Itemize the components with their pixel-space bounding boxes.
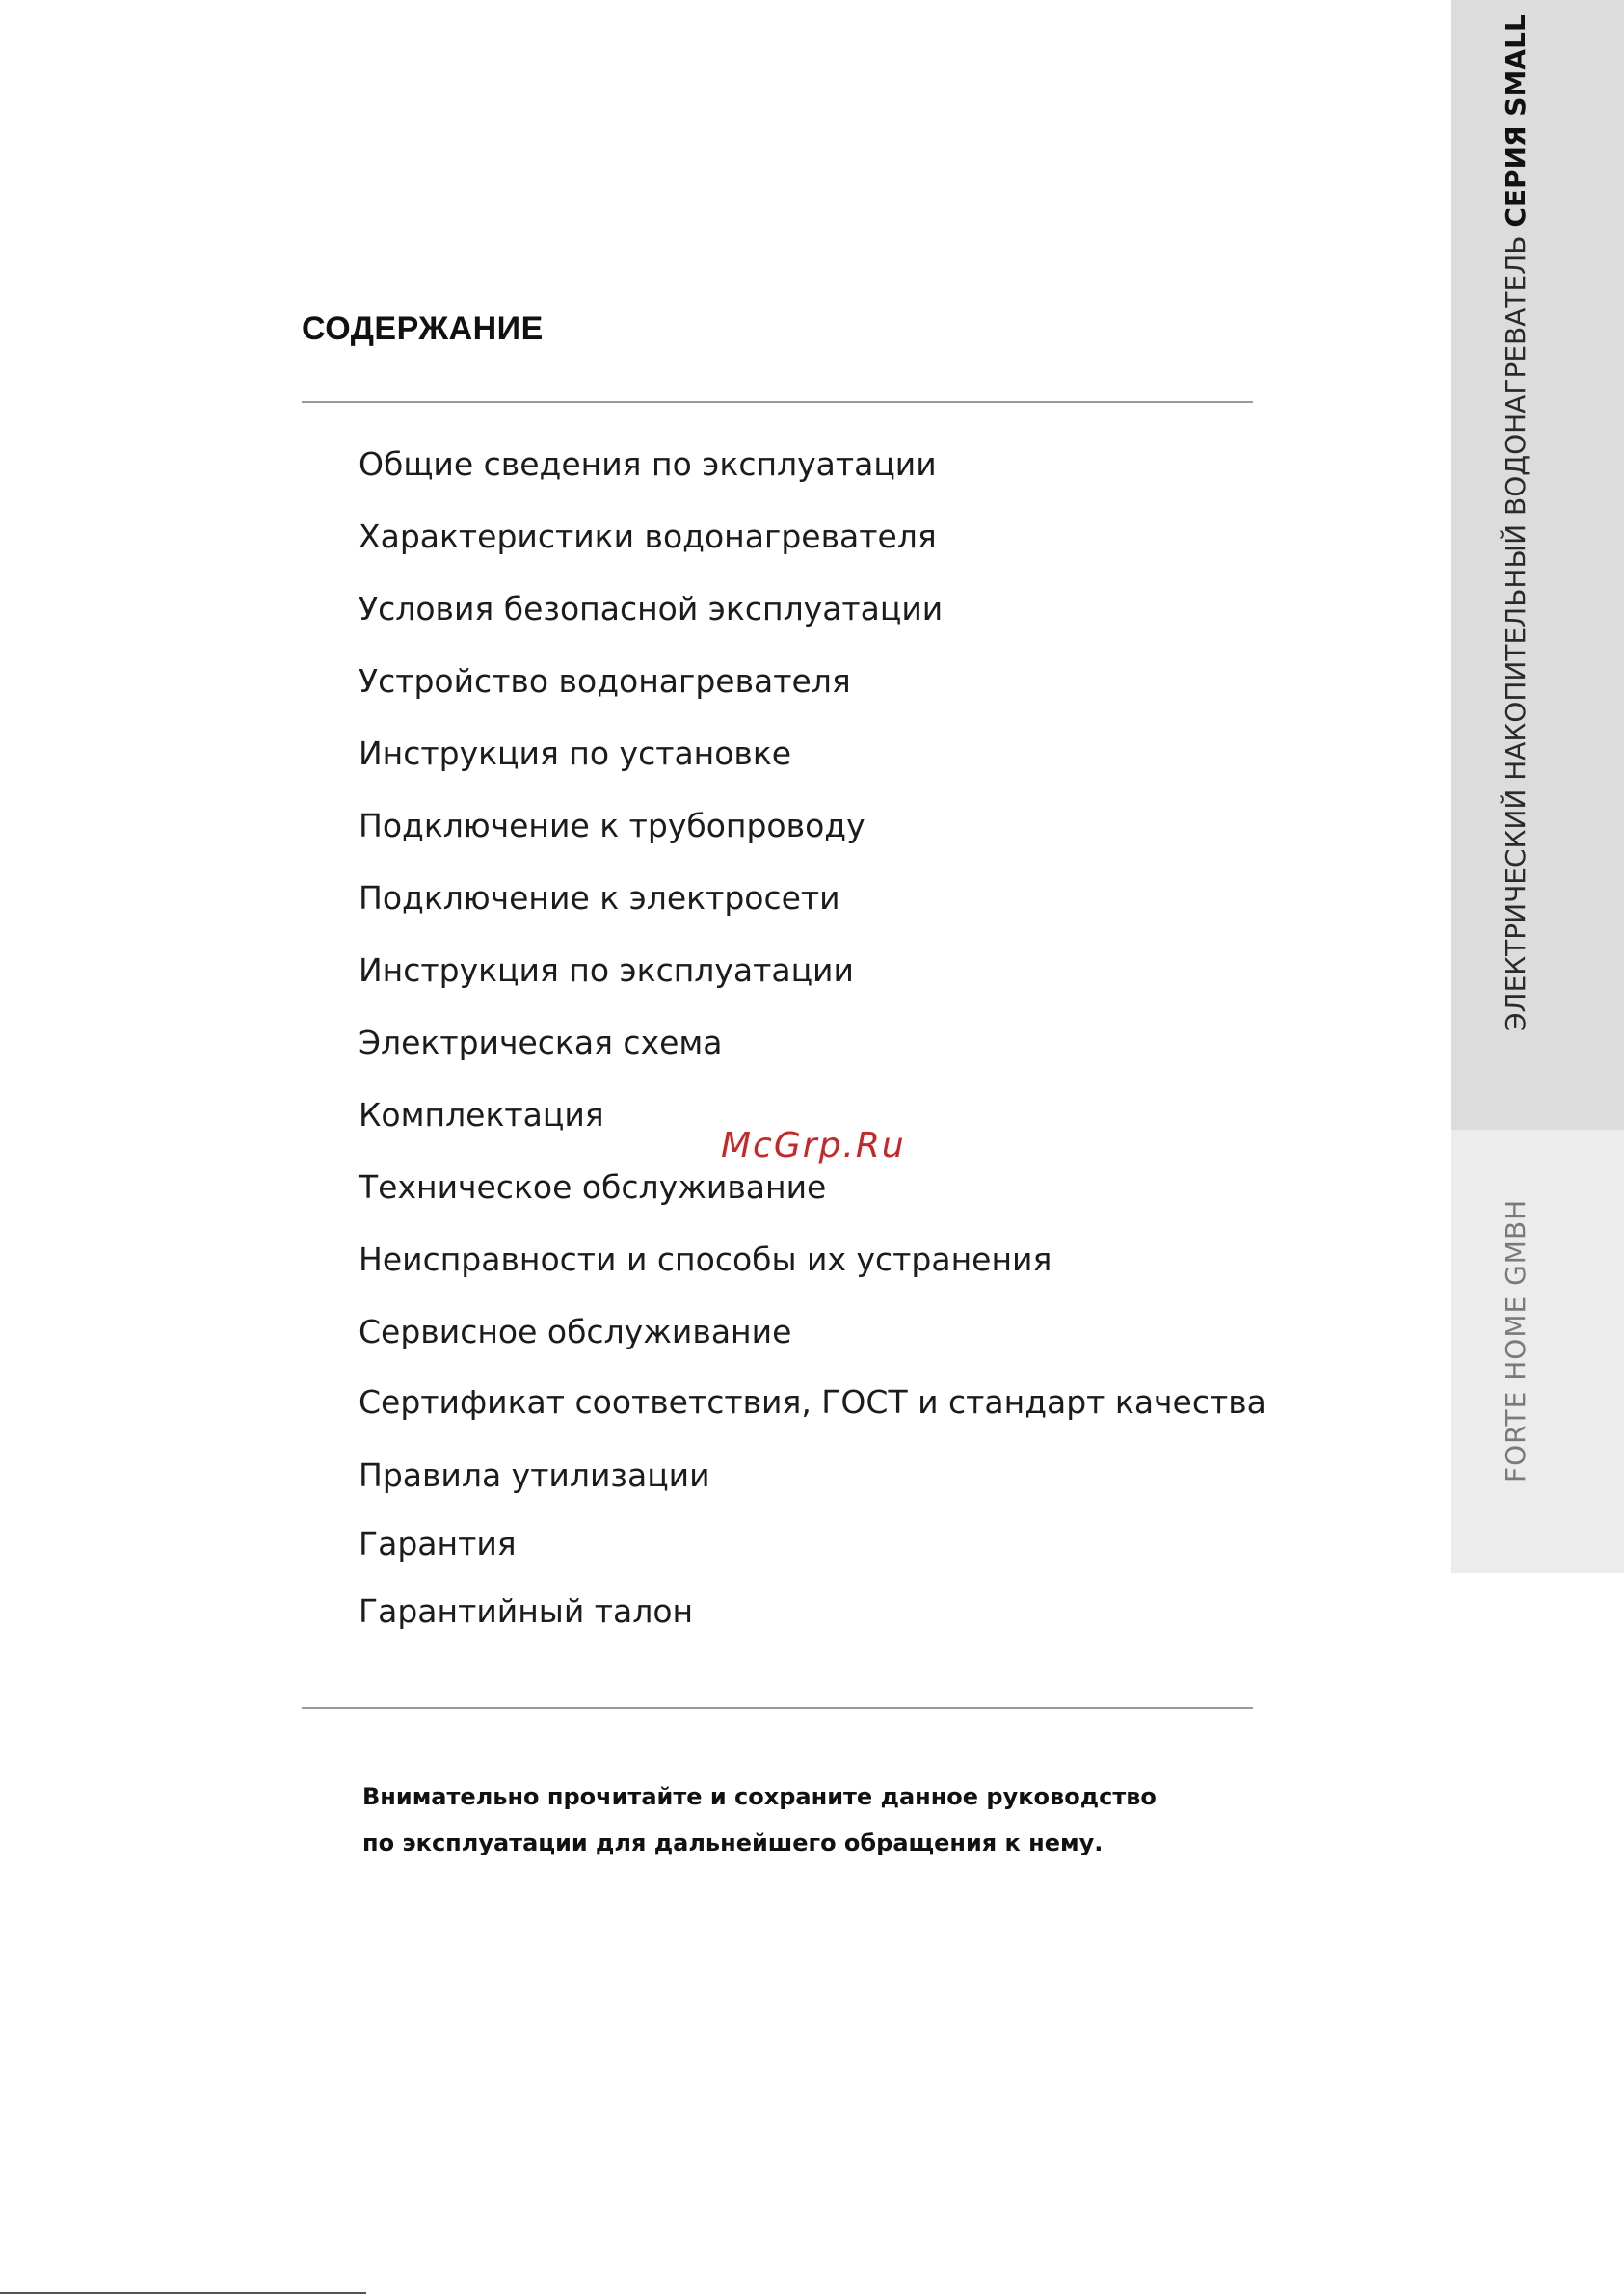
toc-item-electric: Подключение к электросети (359, 879, 840, 917)
toc-item-installation: Инструкция по установке (359, 734, 792, 772)
toc-item-service: Сервисное обслуживание (359, 1313, 792, 1350)
reading-note (362, 1774, 1157, 1866)
sidebar-series-prefix: ЭЛЕКТРИЧЕСКИЙ НАКОПИТЕЛЬНЫЙ ВОДОНАГРЕВАТЕЛЬ (1500, 227, 1531, 1031)
watermark: McGrp.Ru (721, 1126, 906, 1165)
footer-line (0, 2292, 366, 2294)
toc-item-scheme: Электрическая схема (359, 1024, 723, 1061)
toc-item-device: Устройство водонагревателя (359, 662, 851, 700)
toc-item-maintenance: Техническое обслуживание (359, 1168, 827, 1206)
toc-item-operation: Инструкция по эксплуатации (359, 951, 854, 989)
sidebar-brand-label: FORTE HOME GMBH (1500, 1198, 1531, 1482)
toc-item-package: Комплектация (359, 1096, 604, 1134)
toc-item-certificate: Сертификат соответствия, ГОСТ и стандарт качества (359, 1383, 1266, 1421)
sidebar-series-label (1500, 14, 1531, 1031)
toc-item-pipeline: Подключение к трубопроводу (359, 807, 865, 844)
page-title: СОДЕРЖАНИЕ (302, 310, 544, 347)
toc-item-troubleshooting: Неисправности и способы их устранения (359, 1241, 1052, 1278)
toc-item-safety: Условия безопасной эксплуатации (359, 590, 944, 627)
toc-item-warranty: Гарантия (359, 1525, 517, 1562)
sidebar-series-panel (1451, 0, 1624, 1130)
toc-item-warranty-card: Гарантийный талон (359, 1592, 694, 1630)
sidebar-brand-panel (1451, 1130, 1624, 1573)
sidebar-series-name: СЕРИЯ SMALL (1500, 14, 1531, 227)
divider-top (302, 401, 1253, 403)
divider-bottom (302, 1707, 1253, 1709)
toc-item-characteristics: Характеристики водонагревателя (359, 518, 937, 555)
reading-note-line-1: Внимательно прочитайте и сохраните данное руководство (362, 1783, 1157, 1810)
toc-item-general: Общие сведения по эксплуатации (359, 445, 937, 483)
toc-item-disposal: Правила утилизации (359, 1456, 710, 1494)
reading-note-line-2: по эксплуатации для дальнейшего обращения к нему. (362, 1829, 1104, 1856)
